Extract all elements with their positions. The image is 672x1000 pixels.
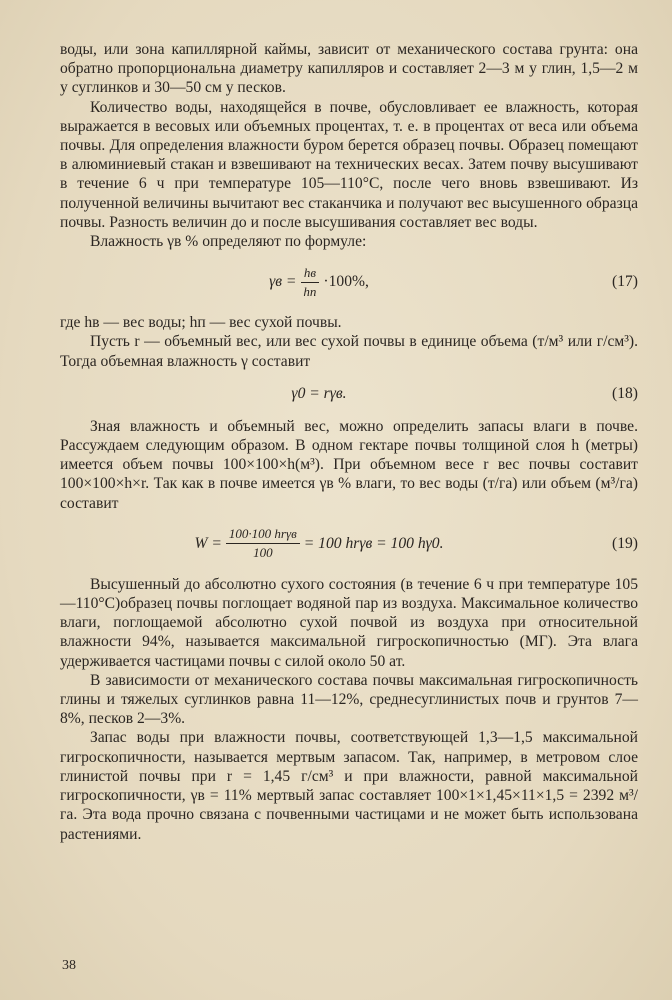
paragraph-1: воды, или зона капиллярной каймы, зависит от механического состава грунта: она обратно пропорциональна диаметру капилляров и составляет 2—3 м у глин, 1,5—2 м у суглинков и 30—50 см у песков.	[60, 41, 638, 97]
formula-19-fraction	[226, 526, 300, 561]
paragraph-7: Высушенный до абсолютно сухого состояния (в течение 6 ч при температуре 105—110°С)образец почвы поглощает водяной пар из воздуха. Максимальное количество влаги, поглощаемой абсолютно сухой почвой из воздуха при относительной влажности 94%, называется максимальной гигроскопичностью (МГ). Эта влага удерживается частицами почвы с силой около 50 ат.	[60, 575, 638, 670]
paragraph-9: Запас воды при влажности почвы, соответствующей 1,3—1,5 максимальной гигроскопичности, называется мертвым запасом. Так, например, в метровом слое глинистой почвы при r = 1,45 г/см³ и при влажности, равной максимальной гигроскопичности, γв = 11% мертвый запас составляет 100×1×1,45×11×1,5 = 2392 м³/га. Эта вода прочно связана с почвенными частицами и не может быть использована растениями.	[60, 729, 638, 843]
formula-18-number: (18)	[612, 384, 638, 402]
formula-19-rhs: = 100 hrγв = 100 hγ0.	[303, 534, 444, 552]
paragraph-5: Пусть r — объемный вес, или вес сухой почвы в единице объема (т/м³ или г/см³). Тогда объемная влажность γ составит	[60, 333, 638, 370]
formula-19-numerator: 100·100 hrγв	[226, 526, 300, 544]
page-number: 38	[62, 958, 76, 973]
formula-17-number: (17)	[612, 273, 638, 291]
paragraph-6: Зная влажность и объемный вес, можно определить запасы влаги в почве. Рассуждаем следующим образом. В одном гектаре почвы толщиной слоя h (метры) имеется объем почвы 100×100×h(м³). При объемном весе r вес почвы составит 100×100×h×r. Так как в почве имеется γв % влаги, то вес воды (т/га) или объем (м³/га) составит	[60, 417, 638, 512]
formula-19-number: (19)	[612, 534, 638, 552]
paragraph-4: где hв — вес воды; hп — вес сухой почвы.	[60, 314, 342, 332]
paragraph-2: Количество воды, находящейся в почве, обусловливает ее влажность, которая выражается в весовых или объемных процентах, т. е. в процентах от веса или объема почвы. Для определения влажности буром берется образец почвы. Образец помещают в алюминиевый стакан и взвешивают на технических весах. Затем почву высушивают в течение 6 ч при температуре 105—110°С, после чего вновь взвешивают. Из полученной величины вычитают вес стаканчика и получают вес высушенного образца почвы. Разность величин до и после высушивания составляет вес воды.	[60, 98, 638, 231]
formula-17-fraction	[300, 265, 319, 300]
formula-17-numerator: hв	[301, 265, 319, 283]
formula-19-lhs: W =	[194, 534, 222, 552]
formula-19	[60, 519, 638, 569]
formula-17	[60, 257, 638, 307]
formula-17-rhs: ·100%,	[323, 273, 369, 291]
formula-19-denominator: 100	[253, 545, 273, 561]
formula-17-denominator: hп	[303, 283, 317, 299]
formula-18-expr: γ0 = rγв.	[291, 384, 347, 402]
formula-17-lhs: γв =	[269, 273, 297, 291]
formula-18	[60, 377, 638, 411]
paragraph-3: Влажность γв % определяют по формуле:	[90, 233, 367, 251]
paragraph-8: В зависимости от механического состава почвы максимальная гигроскопичность глины и тяжелых суглинков равна 11—12%, среднесуглинистых почв и грунтов 7—8%, песков 2—3%.	[60, 671, 638, 728]
